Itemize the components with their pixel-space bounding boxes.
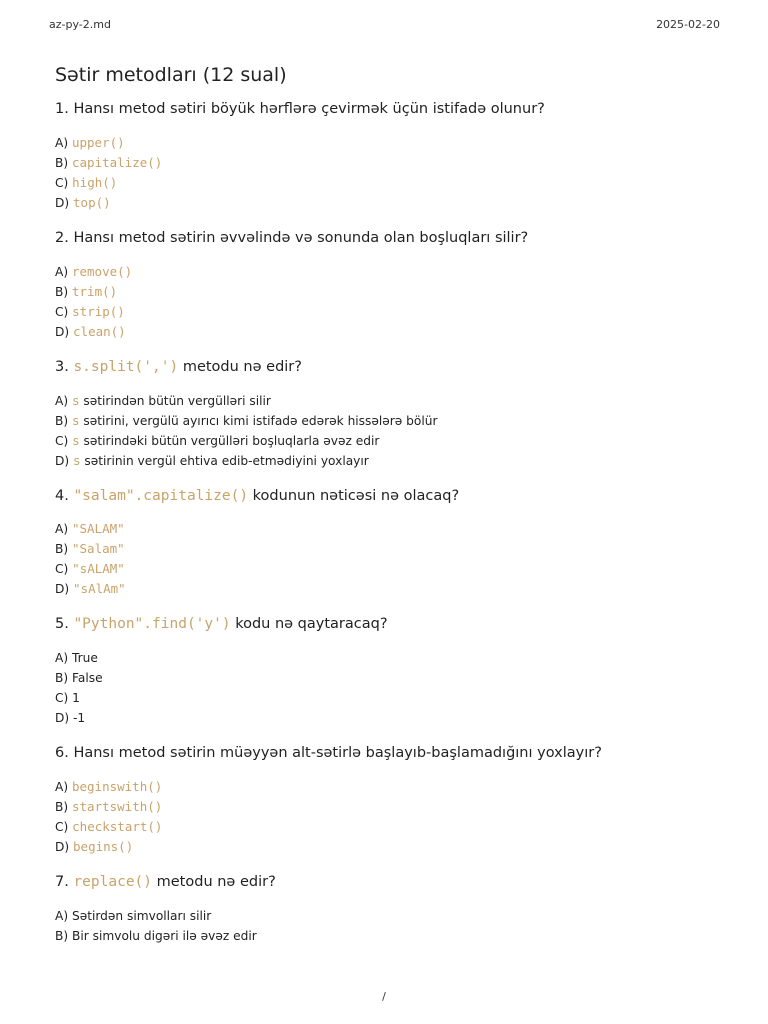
option-code: s <box>71 392 80 408</box>
question-text: metodu nə edir? <box>152 874 276 891</box>
answer-option <box>55 906 725 926</box>
option-text: sətirindəki bütün vergülləri boşluqlarla əvəz edir <box>79 433 380 448</box>
question-text: kodunun nəticəsi nə olacaq? <box>248 487 460 504</box>
option-label: A) <box>55 135 72 150</box>
answer-option <box>55 133 725 153</box>
question-text: metodu nə edir? <box>178 358 302 375</box>
option-text: sətirindən bütün vergülləri silir <box>79 393 271 408</box>
option-label: B) <box>55 928 72 943</box>
option-label: B) <box>55 413 72 428</box>
question-text: 4. <box>55 487 74 504</box>
option-label: D) <box>55 840 74 855</box>
answer-option <box>55 173 725 193</box>
option-label: B) <box>55 155 72 170</box>
answer-option <box>55 926 725 946</box>
option-code: strip() <box>72 303 125 319</box>
option-label: A) <box>55 651 72 666</box>
option-code: top() <box>73 194 111 210</box>
question-text: 2. Hansı metod sətirin əvvəlində və sonunda olan boşluqları silir? <box>55 229 529 246</box>
document-date: 2025-02-20 <box>656 18 720 31</box>
page-title: Sətir metodları (12 sual) <box>55 64 287 86</box>
option-label: C) <box>55 433 73 448</box>
option-code: upper() <box>71 134 125 150</box>
option-label: D) <box>55 453 74 468</box>
question-7 <box>55 873 725 892</box>
question-code: replace() <box>73 874 153 891</box>
option-label: C) <box>55 304 73 319</box>
question-text: kodu nə qaytaracaq? <box>230 616 388 633</box>
option-text: False <box>72 671 103 686</box>
option-label: C) <box>55 562 73 577</box>
answer-option <box>55 777 725 797</box>
question-text: 6. Hansı metod sətirin müəyyən alt-sətirlə başlayıb-başlamadığını yoxlayır? <box>55 745 602 762</box>
option-text: True <box>71 651 98 666</box>
option-code: begins() <box>73 839 134 855</box>
option-code: capitalize() <box>72 154 163 170</box>
option-code: beginswith() <box>71 779 163 795</box>
question-text: 7. <box>55 874 74 891</box>
option-code: "Salam" <box>72 541 125 557</box>
answer-option <box>55 559 725 579</box>
option-label: D) <box>55 324 74 339</box>
answer-option <box>55 837 725 857</box>
answer-option <box>55 668 725 688</box>
option-code: s <box>72 432 80 448</box>
question-code: "salam".capitalize() <box>73 487 249 504</box>
answer-option <box>55 153 725 173</box>
option-code: "SALAM" <box>71 521 125 537</box>
answer-option <box>55 579 725 599</box>
option-code: s <box>73 452 81 468</box>
answer-option <box>55 431 725 451</box>
option-list <box>55 391 725 471</box>
option-label: A) <box>55 780 72 795</box>
option-label: C) <box>55 691 73 706</box>
question-5 <box>55 615 725 634</box>
answer-option <box>55 193 725 213</box>
option-code: "sAlAm" <box>73 581 126 597</box>
option-code: high() <box>72 174 118 190</box>
question-2 <box>55 229 725 248</box>
answer-option <box>55 322 725 342</box>
option-code: checkstart() <box>72 819 163 835</box>
option-text: sətirini, vergülü ayırıcı kimi istifadə edərək hissələrə bölür <box>79 413 438 428</box>
option-code: "sALAM" <box>72 561 125 577</box>
option-label: B) <box>55 284 72 299</box>
answer-option <box>55 302 725 322</box>
option-label: D) <box>55 711 74 726</box>
question-code: s.split(',') <box>73 358 179 375</box>
question-4 <box>55 487 725 506</box>
option-text: sətirinin vergül ehtiva edib-etmədiyini yoxlayır <box>80 453 369 468</box>
option-list <box>55 648 725 728</box>
option-list <box>55 777 725 857</box>
question-list <box>55 100 725 946</box>
option-text: 1 <box>72 691 80 706</box>
option-label: A) <box>55 264 72 279</box>
option-text: -1 <box>73 711 86 726</box>
question-6 <box>55 744 725 763</box>
question-3 <box>55 358 725 377</box>
answer-option <box>55 688 725 708</box>
answer-option <box>55 648 725 668</box>
option-label: D) <box>55 195 74 210</box>
answer-option <box>55 797 725 817</box>
document-filename: az-py-2.md <box>49 18 111 31</box>
answer-option <box>55 391 725 411</box>
option-list <box>55 906 725 946</box>
option-code: startswith() <box>72 799 163 815</box>
option-text: Sətirdən simvolları silir <box>71 908 212 923</box>
question-text: 3. <box>55 358 74 375</box>
question-text: 5. <box>55 616 74 633</box>
document-body <box>55 64 725 962</box>
question-1 <box>55 100 725 119</box>
option-code: remove() <box>71 263 133 279</box>
option-label: B) <box>55 671 72 686</box>
answer-option <box>55 539 725 559</box>
option-label: A) <box>55 522 72 537</box>
option-label: B) <box>55 542 72 557</box>
option-code: clean() <box>73 323 126 339</box>
option-list <box>55 519 725 599</box>
option-list <box>55 262 725 342</box>
question-text: 1. Hansı metod sətiri böyük hərflərə çevirmək üçün istifadə olunur? <box>55 101 545 117</box>
option-list <box>55 133 725 213</box>
option-code: trim() <box>72 283 118 299</box>
option-label: B) <box>55 800 72 815</box>
answer-option <box>55 708 725 728</box>
answer-option <box>55 817 725 837</box>
answer-option <box>55 262 725 282</box>
answer-option <box>55 411 725 431</box>
option-label: D) <box>55 582 74 597</box>
question-code: "Python".find('y') <box>73 616 231 633</box>
option-label: C) <box>55 820 73 835</box>
answer-option <box>55 451 725 471</box>
page-number: / <box>382 990 386 1003</box>
option-label: A) <box>55 393 72 408</box>
option-code: s <box>72 412 80 428</box>
answer-option <box>55 282 725 302</box>
answer-option <box>55 519 725 539</box>
option-label: C) <box>55 175 73 190</box>
option-label: A) <box>55 908 72 923</box>
option-text: Bir simvolu digəri ilə əvəz edir <box>72 928 257 943</box>
